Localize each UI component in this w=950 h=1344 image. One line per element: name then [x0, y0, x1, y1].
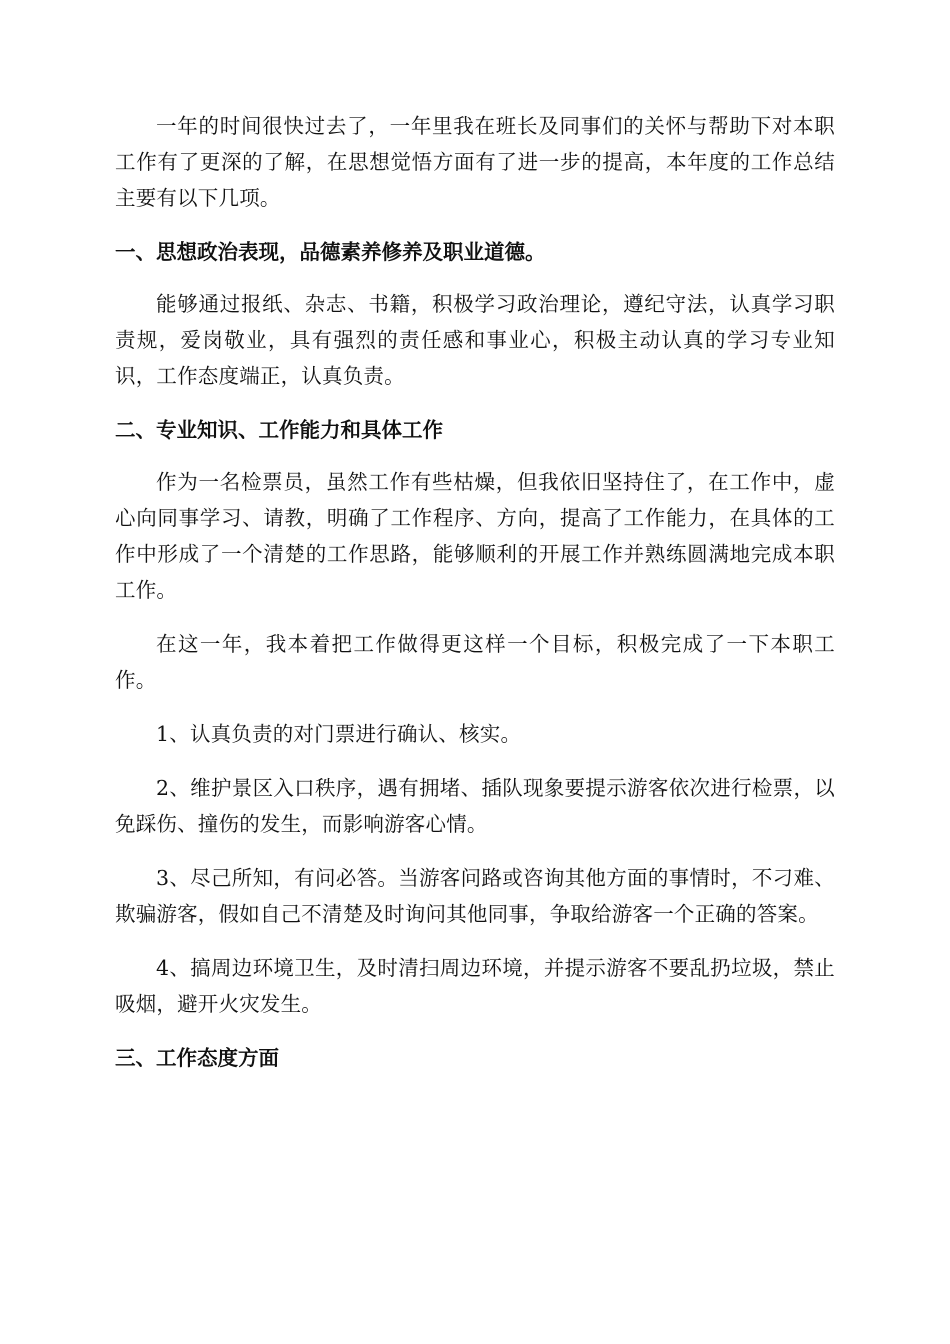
section-heading-3: 三、工作态度方面 — [115, 1046, 279, 1070]
intro-paragraph: 一年的时间很快过去了，一年里我在班长及同事们的关怀与帮助下对本职工作有了更深的了解，在思想觉悟方面有了进一步的提高，本年度的工作总结主要有以下几项。 — [115, 114, 835, 210]
section-1-paragraph: 能够通过报纸、杂志、书籍，积极学习政治理论，遵纪守法，认真学习职责规，爱岗敬业，具有强烈的责任感和事业心，积极主动认真的学习专业知识，工作态度端正，认真负责。 — [115, 292, 835, 388]
list-item-2: 2、维护景区入口秩序，遇有拥堵、插队现象要提示游客依次进行检票，以免踩伤、撞伤的发生，而影响游客心情。 — [115, 776, 835, 836]
list-item-3: 3、尽己所知，有问必答。当游客问路或咨询其他方面的事情时，不刁难、欺骗游客，假如自己不清楚及时询问其他同事，争取给游客一个正确的答案。 — [115, 866, 835, 926]
section-heading-2: 二、专业知识、工作能力和具体工作 — [115, 418, 443, 442]
list-item-1: 1、认真负责的对门票进行确认、核实。 — [156, 722, 522, 746]
list-item-4: 4、搞周边环境卫生，及时清扫周边环境，并提示游客不要乱扔垃圾，禁止吸烟，避开火灾发生。 — [115, 956, 835, 1016]
document-page — [115, 108, 835, 1092]
section-2-paragraph-1: 作为一名检票员，虽然工作有些枯燥，但我依旧坚持住了，在工作中，虚心向同事学习、请教，明确了工作程序、方向，提高了工作能力，在具体的工作中形成了一个清楚的工作思路，能够顺利的开展工作并熟练圆满地完成本职工作。 — [115, 470, 835, 602]
section-heading-1: 一、思想政治表现，品德素养修养及职业道德。 — [115, 240, 546, 264]
section-2-paragraph-2: 在这一年，我本着把工作做得更这样一个目标，积极完成了一下本职工作。 — [115, 632, 835, 692]
